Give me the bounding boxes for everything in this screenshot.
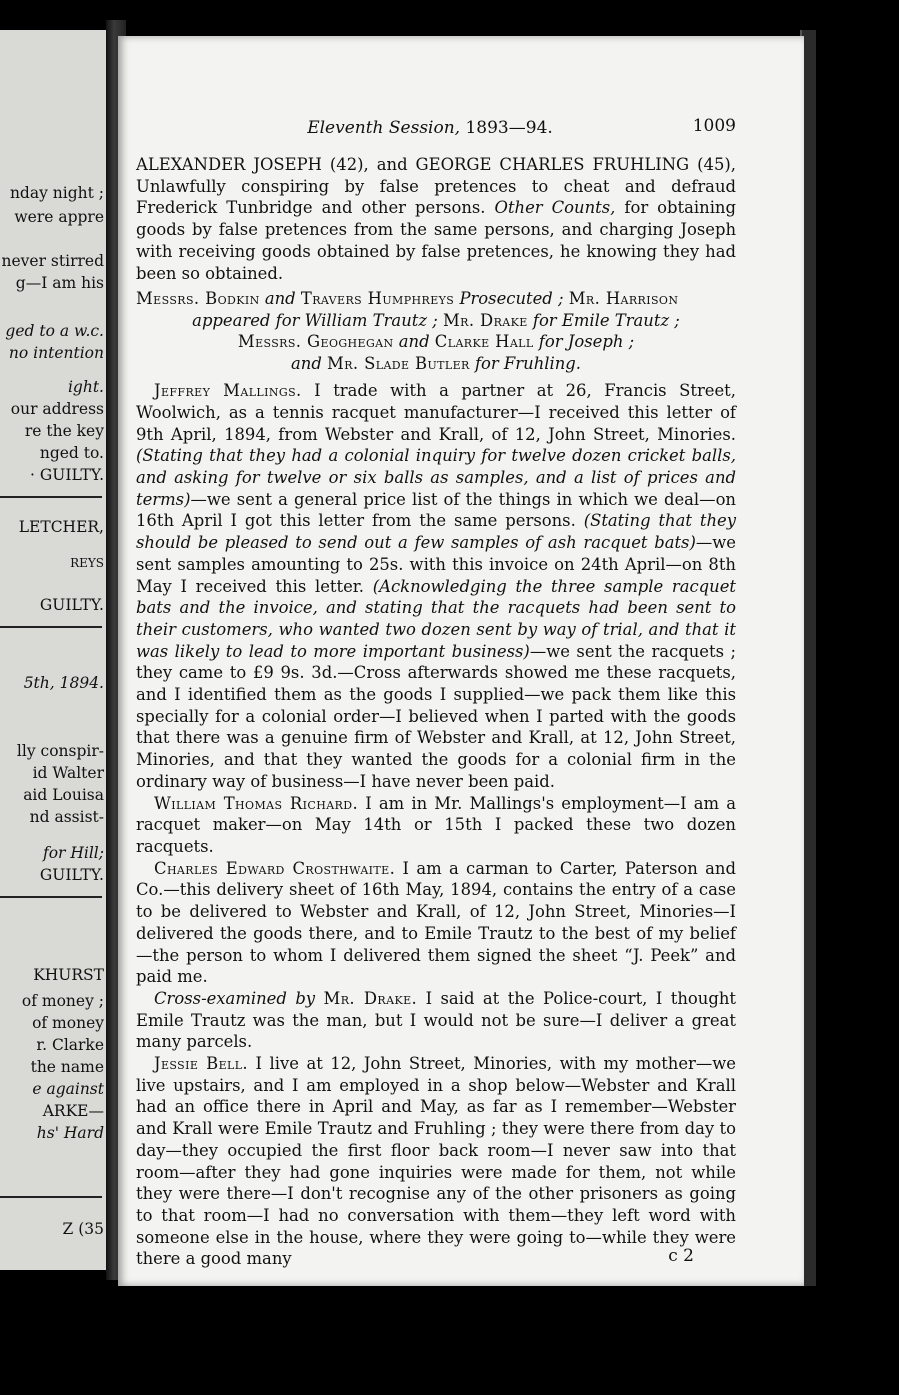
- counsel-line-2: [136, 310, 736, 332]
- testimony-document-summary: (Stating that they had a colonial inquiry for twelve dozen cricket balls, and asking for twelve or six balls as samples, and a list of prices and terms): [136, 446, 736, 509]
- counsel-name: Mr. Drake: [442, 310, 528, 330]
- counsel-role: for Joseph ;: [538, 332, 635, 352]
- fragment-line: g—I am his: [15, 274, 104, 292]
- fragment-line: of money: [32, 1014, 104, 1032]
- testimony-text: —we sent the racquets ; they came to £9 9s. 3d.—Cross afterwards showed me these racquets, and I identified them as the goods I supplied—we pack them like this specially for a colonial order—I believed when I parted with the goods that there was a genuine firm of Webster and Krall, at 12, John Street, Minories, and that they wanted the goods for a colonial firm in the ordinary way of business—I have never been paid.: [136, 641, 736, 791]
- testimony-document-summary: (Acknowledging the three sample racquet bats and the invoice, and stating that the racquets had been sent to their customers, who wanted two dozen sent by way of trial, and that it was likely to lead to more important business): [136, 576, 737, 661]
- fragment-line: id Walter: [32, 764, 104, 782]
- cross-examined-label: Cross-examined by: [154, 988, 316, 1008]
- counsel-conj: and: [398, 332, 430, 352]
- fragment-line: nd assist-: [29, 808, 104, 826]
- fragment-line: never stirred: [1, 252, 104, 270]
- testimony-bell: [136, 1053, 736, 1270]
- testimony-text: I live at 12, John Street, Minories, with my mother—we live upstairs, and I am employed in a shop below—Webster and Krall had an office there in April and May, as far as I remember—Webster and Krall were Emile Trautz and Fruhling ; they were there from day to day—they occupied the first floor back room—I never saw into that room—after they had gone inquiries were made for them, not while they were there—I don't recognise any of the other prisoners as going to that room—I had no conversation with them—they left word with someone else in the house, where they were going to—while they were there a good many: [136, 1054, 736, 1269]
- section-rule: [0, 1196, 102, 1198]
- testimony-text: I said at the Police-court, I thought Emile Trautz was the man, but I would not be sure—I deliver a great many parcels.: [136, 988, 736, 1052]
- fragment-line: · GUILTY.: [30, 466, 104, 484]
- witness-name: Jessie Bell.: [154, 1054, 249, 1074]
- testimony-text: —we sent samples amounting to 25s. with this invoice on 24th April—on 8th May I received this letter.: [136, 533, 736, 596]
- testimony-text: I am in Mr. Mallings's employment—I am a racquet maker—on May 14th or 15th I packed these two dozen racquets.: [136, 793, 736, 856]
- testimony-document-summary: (Stating that they should be pleased to send out a few samples of ash racquet bats): [136, 511, 736, 553]
- counsel-role: appeared for William Trautz ;: [192, 310, 438, 330]
- signature-mark: c 2: [668, 1246, 694, 1266]
- counsel-role: for Fruhling.: [474, 353, 581, 373]
- fragment-line: Z (35: [62, 1220, 104, 1238]
- examiner-name: Mr. Drake.: [323, 988, 418, 1008]
- fragment-line: the name: [30, 1058, 104, 1076]
- fragment-line: lly conspir-: [16, 742, 104, 760]
- counsel-name: Messrs. Geoghegan: [237, 332, 394, 352]
- facing-page-fragment: [0, 30, 108, 1270]
- testimony-mallings: [136, 380, 736, 792]
- counsel-role: for Emile Trautz ;: [532, 310, 680, 330]
- fragment-line: GUILTY.: [39, 866, 104, 884]
- main-page: [118, 36, 804, 1286]
- section-rule: [0, 896, 102, 898]
- counsel-role: Prosecuted ;: [459, 289, 564, 309]
- fragment-line: no intention: [8, 344, 104, 362]
- case-charge: (45), Unlawfully conspiring by false pretences to cheat and defraud Frederick Tunbridge and other persons.: [136, 155, 736, 218]
- testimony-text: —we sent a general price list of the things in which we deal—on 16th April I got this letter from the same persons.: [136, 489, 736, 531]
- cross-examination: [136, 988, 736, 1053]
- counsel-line-3: [136, 331, 736, 353]
- testimony-crosthwaite: [136, 858, 736, 988]
- fragment-line: ARKE—: [42, 1102, 104, 1120]
- counsel-block: [136, 288, 736, 374]
- case-heading: [136, 154, 736, 284]
- testimony-richard: [136, 793, 736, 858]
- page-number: 1009: [692, 116, 736, 136]
- fragment-line: were appre: [14, 208, 104, 226]
- page-body: [136, 154, 736, 1270]
- fragment-line: 5th, 1894.: [23, 674, 104, 692]
- case-title-line: ALEXANDER JOSEPH (42), and GEORGE CHARLES FRUHLING: [136, 155, 690, 174]
- fragment-line: LETCHER,: [18, 518, 104, 536]
- witness-name: Jeffrey Mallings.: [154, 381, 302, 401]
- section-rule: [0, 626, 102, 628]
- fragment-line: aid Louisa: [23, 786, 104, 804]
- fragment-line: nged to.: [39, 444, 104, 462]
- section-rule: [0, 496, 102, 498]
- testimony-text: I am a carman to Carter, Paterson and Co.—this delivery sheet of 16th May, 1894, contains the entry of a case to be delivered to Webster and Krall, of 12, John Street, Minories—I delivered the goods there, and to Emile Trautz to the best of my belief—the person to whom I delivered them signed the sheet “J. Peek” and paid me.: [136, 858, 736, 987]
- counsel-name: Messrs. Bodkin: [136, 289, 260, 309]
- counsel-line-4: [136, 353, 736, 375]
- fragment-line: ged to a w.c.: [5, 322, 104, 340]
- fragment-line: ight.: [67, 378, 104, 396]
- fragment-line: of money ;: [21, 992, 104, 1010]
- fragment-line: GUILTY.: [39, 596, 104, 614]
- fragment-line: REYS: [70, 556, 104, 570]
- running-header: [130, 118, 730, 138]
- fragment-line: r. Clarke: [36, 1036, 104, 1054]
- counsel-conj: and: [264, 289, 296, 309]
- witness-name: Charles Edward Crosthwaite.: [154, 858, 396, 878]
- fragment-line: re the key: [24, 422, 104, 440]
- fragment-line: KHURST: [33, 966, 104, 984]
- fragment-line: our address: [10, 400, 104, 418]
- counsel-name: Clarke Hall: [434, 332, 534, 352]
- fragment-line: nday night ;: [9, 184, 104, 202]
- other-counts-label: Other Counts,: [494, 198, 616, 218]
- fragment-line: hs' Hard: [36, 1124, 104, 1142]
- counsel-conj: and: [290, 353, 322, 373]
- counsel-name: Mr. Harrison: [568, 289, 679, 309]
- case-charge-detail: for obtaining goods by false pretences from the same persons, and charging Joseph with receiving goods obtained by false pretences, he knowing they had been so obtained.: [136, 198, 736, 283]
- session-years: 1893—94.: [465, 118, 553, 138]
- fragment-line: for Hill;: [42, 844, 104, 862]
- session-title: Eleventh Session,: [307, 118, 461, 138]
- witness-name: William Thomas Richard.: [154, 793, 359, 813]
- testimony-text: I trade with a partner at 26, Francis Street, Woolwich, as a tennis racquet manufacturer—I received this letter of 9th April, 1894, from Webster and Krall, of 12, John Street, Minories.: [136, 381, 736, 444]
- counsel-name: Travers Humphreys: [300, 289, 455, 309]
- fragment-line: e against: [32, 1080, 104, 1098]
- counsel-name: Mr. Slade Butler: [327, 353, 470, 373]
